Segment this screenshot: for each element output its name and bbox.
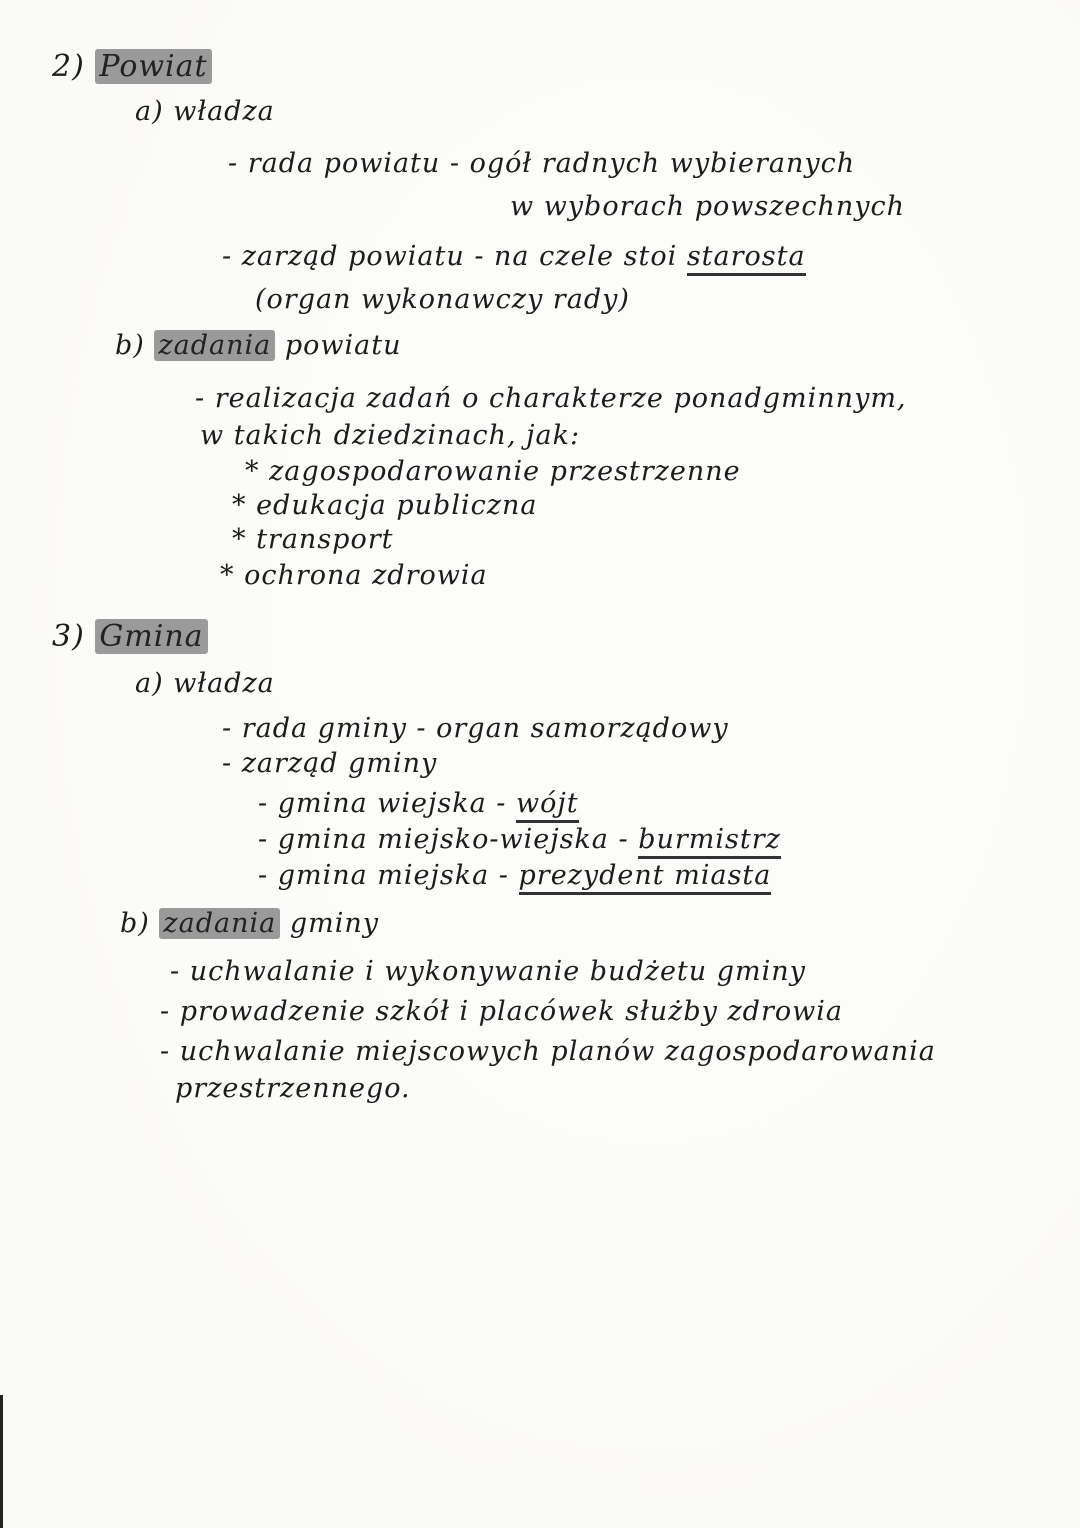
section-3-heading <box>52 619 208 654</box>
section-3b-line-1: - uchwalanie i wykonywanie budżetu gminy <box>170 956 806 987</box>
section-3b-rest: gminy <box>289 908 380 939</box>
section-3b-line-2: - prowadzenie szkół i placówek służby zdrowia <box>160 996 843 1027</box>
section-3a-item-3-text: - gmina miejska - <box>258 860 509 891</box>
section-3b-label <box>120 910 379 937</box>
section-3a-item-2 <box>258 826 781 853</box>
section-3-title: Gmina <box>95 619 207 654</box>
prezydent-boxed: prezydent miasta <box>519 860 772 895</box>
section-2b-number: b) <box>115 330 145 361</box>
wojt-boxed: wójt <box>516 788 579 823</box>
section-3b-line-3: - uchwalanie miejscowych planów zagospodarowania <box>160 1036 936 1067</box>
section-2a-line-3-text: - zarząd powiatu - na czele stoi <box>222 241 678 272</box>
section-3a-line-2: - zarząd gminy <box>222 748 438 779</box>
section-2b-item-2: * edukacja publiczna <box>232 490 538 521</box>
section-2a-line-3 <box>222 243 806 270</box>
section-2b-item-4: * ochrona zdrowia <box>220 560 488 591</box>
section-2b-item-1: * zagospodarowanie przestrzenne <box>245 456 741 487</box>
section-2-number: 2) <box>52 49 85 84</box>
section-3a-line-1: - rada gminy - organ samorządowy <box>222 713 729 744</box>
section-2b-item-3: * transport <box>232 524 394 555</box>
section-3b-highlight: zadania <box>159 908 280 939</box>
section-2b-label <box>115 332 401 359</box>
section-3b-line-4: przestrzennego. <box>175 1073 411 1104</box>
section-3a-item-1-text: - gmina wiejska - <box>258 788 507 819</box>
section-3a-item-1 <box>258 790 579 817</box>
section-2-heading <box>52 49 212 84</box>
section-2a-line-1: - rada powiatu - ogół radnych wybieranych <box>228 148 856 179</box>
section-2b-line-2: w takich dziedzinach, jak: <box>200 420 581 451</box>
section-2b-highlight: zadania <box>154 330 275 361</box>
section-3a-item-2-text: - gmina miejsko-wiejska - <box>258 824 629 855</box>
section-2a-label: a) władza <box>135 96 275 127</box>
section-2a-line-2: w wyborach powszechnych <box>510 191 906 222</box>
section-3a-item-3 <box>258 862 771 889</box>
burmistrz-boxed: burmistrz <box>638 824 781 859</box>
section-2b-line-1: - realizacja zadań o charakterze ponadgminnym, <box>195 383 907 414</box>
section-3a-label: a) władza <box>135 668 275 699</box>
section-2b-rest: powiatu <box>284 330 402 361</box>
section-2a-line-4: (organ wykonawczy rady) <box>255 284 630 315</box>
section-3-number: 3) <box>52 619 85 654</box>
section-2-title: Powiat <box>95 49 211 84</box>
starosta-underlined: starosta <box>687 241 806 276</box>
section-3b-number: b) <box>120 908 150 939</box>
scan-edge-mark <box>0 1395 3 1528</box>
